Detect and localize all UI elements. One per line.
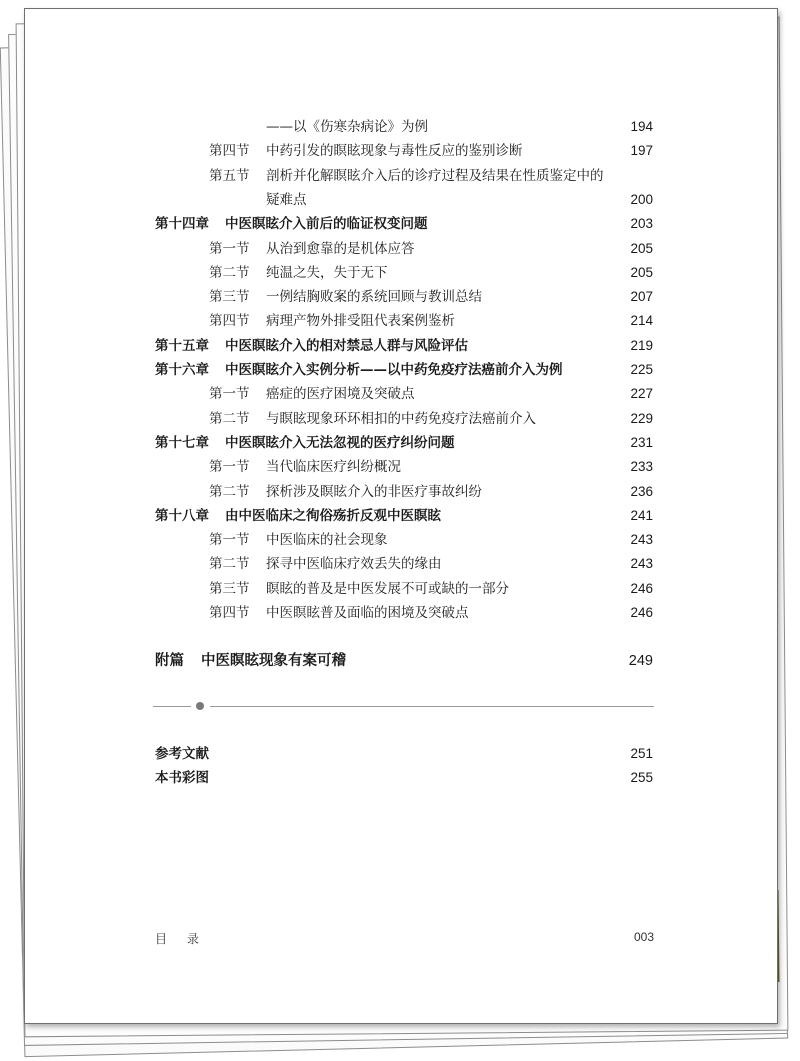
footer-page-number: 003 xyxy=(633,930,654,944)
toc-entry-page-number: 194 xyxy=(630,119,653,134)
appendix-page-number: 249 xyxy=(628,653,653,669)
toc-entry-title: 纯温之失，失于无下 xyxy=(266,265,388,281)
back-matter-title: 本书彩图 xyxy=(155,770,209,786)
toc-entry-title: 当代临床医疗纠纷概况 xyxy=(266,459,401,475)
toc-entry-label: 第五节 xyxy=(209,168,250,184)
toc-entry-title: 中医临床的社会现象 xyxy=(266,532,388,548)
toc-chapter-entry[interactable] xyxy=(25,358,777,382)
divider-line-right xyxy=(210,706,654,707)
divider-line-left xyxy=(153,706,191,707)
back-matter-page-number: 255 xyxy=(630,770,653,785)
toc-chapter-entry[interactable] xyxy=(25,431,777,455)
toc-entry-label: 第一节 xyxy=(209,241,250,257)
toc-section-entry[interactable] xyxy=(25,285,777,309)
toc-chapter-entry[interactable] xyxy=(25,212,777,236)
toc-continuation-line[interactable] xyxy=(25,115,777,139)
toc-entry-title: 一例结胸败案的系统回顾与教训总结 xyxy=(266,289,482,305)
toc-entry-label: 第二节 xyxy=(209,484,250,500)
toc-entry-title: 由中医临床之徇俗殇折反观中医瞑眩 xyxy=(225,508,441,524)
toc-section-entry[interactable] xyxy=(25,528,777,552)
toc-entry-label: 第一节 xyxy=(209,386,250,402)
toc-entry-label: 第三节 xyxy=(209,289,250,305)
toc-entry-title: 探寻中医临床疗效丢失的缘由 xyxy=(266,556,442,572)
toc-entry-title: 中医瞑眩介入的相对禁忌人群与风险评估 xyxy=(225,338,468,354)
toc-entry-page-number: 246 xyxy=(630,581,653,596)
toc-entry-title: 疑难点 xyxy=(266,192,307,208)
toc-entry-page-number: 246 xyxy=(630,605,653,620)
toc-entry-label: 第十七章 xyxy=(155,435,209,451)
toc-entry-title: 瞑眩的普及是中医发展不可或缺的一部分 xyxy=(266,581,509,597)
toc-section-entry[interactable] xyxy=(25,164,777,188)
toc-entry-title: 剖析并化解瞑眩介入后的诊疗过程及结果在性质鉴定中的 xyxy=(266,168,604,184)
toc-entry-label: 第四节 xyxy=(209,313,250,329)
toc-entry-label: 第一节 xyxy=(209,532,250,548)
toc-section-entry[interactable] xyxy=(25,237,777,261)
toc-entry-page-number: 205 xyxy=(630,265,653,280)
toc-entry-label: 第二节 xyxy=(209,265,250,281)
appendix-title: 中医瞑眩现象有案可稽 xyxy=(201,652,346,669)
toc-entry-title: 病理产物外排受阻代表案例鉴析 xyxy=(266,313,455,329)
footer-section-label: 目 录 xyxy=(155,932,207,946)
toc-entry-title: 探析涉及瞑眩介入的非医疗事故纠纷 xyxy=(266,484,482,500)
toc-entry-page-number: 243 xyxy=(630,532,653,547)
back-matter-entry-color-plates[interactable] xyxy=(25,766,777,790)
toc-section-entry[interactable] xyxy=(25,577,777,601)
toc-entry-page-number: 214 xyxy=(630,313,653,328)
toc-entry-title: ——以《伤寒杂病论》为例 xyxy=(266,119,428,135)
toc-section-entry[interactable] xyxy=(25,552,777,576)
divider-dot xyxy=(196,702,204,710)
toc-chapter-entry[interactable] xyxy=(25,334,777,358)
toc-entry-label: 第三节 xyxy=(209,581,250,597)
toc-section-entry[interactable] xyxy=(25,455,777,479)
toc-entry-label: 第一节 xyxy=(209,459,250,475)
toc-chapter-entry[interactable] xyxy=(25,504,777,528)
toc-section-entry[interactable] xyxy=(25,309,777,333)
toc-section-entry[interactable] xyxy=(25,139,777,163)
toc-entry-label: 第四节 xyxy=(209,143,250,159)
toc-entry-page-number: 233 xyxy=(630,459,653,474)
toc-entry-label: 第四节 xyxy=(209,605,250,621)
back-matter-entry-references[interactable] xyxy=(25,742,777,766)
toc-entry-page-number: 207 xyxy=(630,289,653,304)
toc-entry-page-number: 231 xyxy=(630,435,653,450)
toc-entry-label: 第十四章 xyxy=(155,216,209,232)
toc-entry-page-number: 241 xyxy=(630,508,653,523)
toc-entry-title: 中医瞑眩介入前后的临证权变问题 xyxy=(225,216,428,232)
toc-entry-title: 从治到愈靠的是机体应答 xyxy=(266,241,415,257)
toc-section-entry[interactable] xyxy=(25,382,777,406)
toc-entry-page-number: 203 xyxy=(630,216,653,231)
table-of-contents xyxy=(25,9,777,1023)
appendix-label: 附篇 xyxy=(155,652,184,669)
toc-entry-title: 中药引发的瞑眩现象与毒性反应的鉴别诊断 xyxy=(266,143,523,159)
toc-section-entry[interactable] xyxy=(25,261,777,285)
back-matter-page-number: 251 xyxy=(630,746,653,761)
toc-entry-page-number: 227 xyxy=(630,386,653,401)
toc-entry-page-number: 200 xyxy=(630,192,653,207)
toc-entry-label: 第二节 xyxy=(209,411,250,427)
toc-entry-page-number: 236 xyxy=(630,484,653,499)
toc-entry-title: 中医瞑眩普及面临的困境及突破点 xyxy=(266,605,469,621)
toc-entry-page-number: 219 xyxy=(630,338,653,353)
toc-entry-page-number: 243 xyxy=(630,556,653,571)
toc-entry-page-number: 205 xyxy=(630,241,653,256)
toc-entry-page-number: 229 xyxy=(630,411,653,426)
toc-entry-title: 中医瞑眩介入实例分析——以中药免疫疗法癌前介入为例 xyxy=(225,362,563,378)
toc-entry-title: 癌症的医疗困境及突破点 xyxy=(266,386,415,402)
toc-entry-title: 与瞑眩现象环环相扣的中药免疫疗法癌前介入 xyxy=(266,411,536,427)
toc-entry-title: 中医瞑眩介入无法忽视的医疗纠纷问题 xyxy=(225,435,455,451)
toc-section-entry[interactable] xyxy=(25,601,777,625)
toc-entry-label: 第十五章 xyxy=(155,338,209,354)
toc-continuation-line[interactable] xyxy=(25,188,777,212)
toc-section-entry[interactable] xyxy=(25,407,777,431)
toc-page xyxy=(24,8,778,1024)
toc-entry-page-number: 197 xyxy=(630,143,653,158)
toc-section-entry[interactable] xyxy=(25,480,777,504)
back-matter-title: 参考文献 xyxy=(155,746,209,762)
appendix-entry[interactable] xyxy=(25,649,777,673)
toc-entry-label: 第二节 xyxy=(209,556,250,572)
toc-entry-label: 第十六章 xyxy=(155,362,209,378)
toc-entry-label: 第十八章 xyxy=(155,508,209,524)
toc-entry-page-number: 225 xyxy=(630,362,653,377)
